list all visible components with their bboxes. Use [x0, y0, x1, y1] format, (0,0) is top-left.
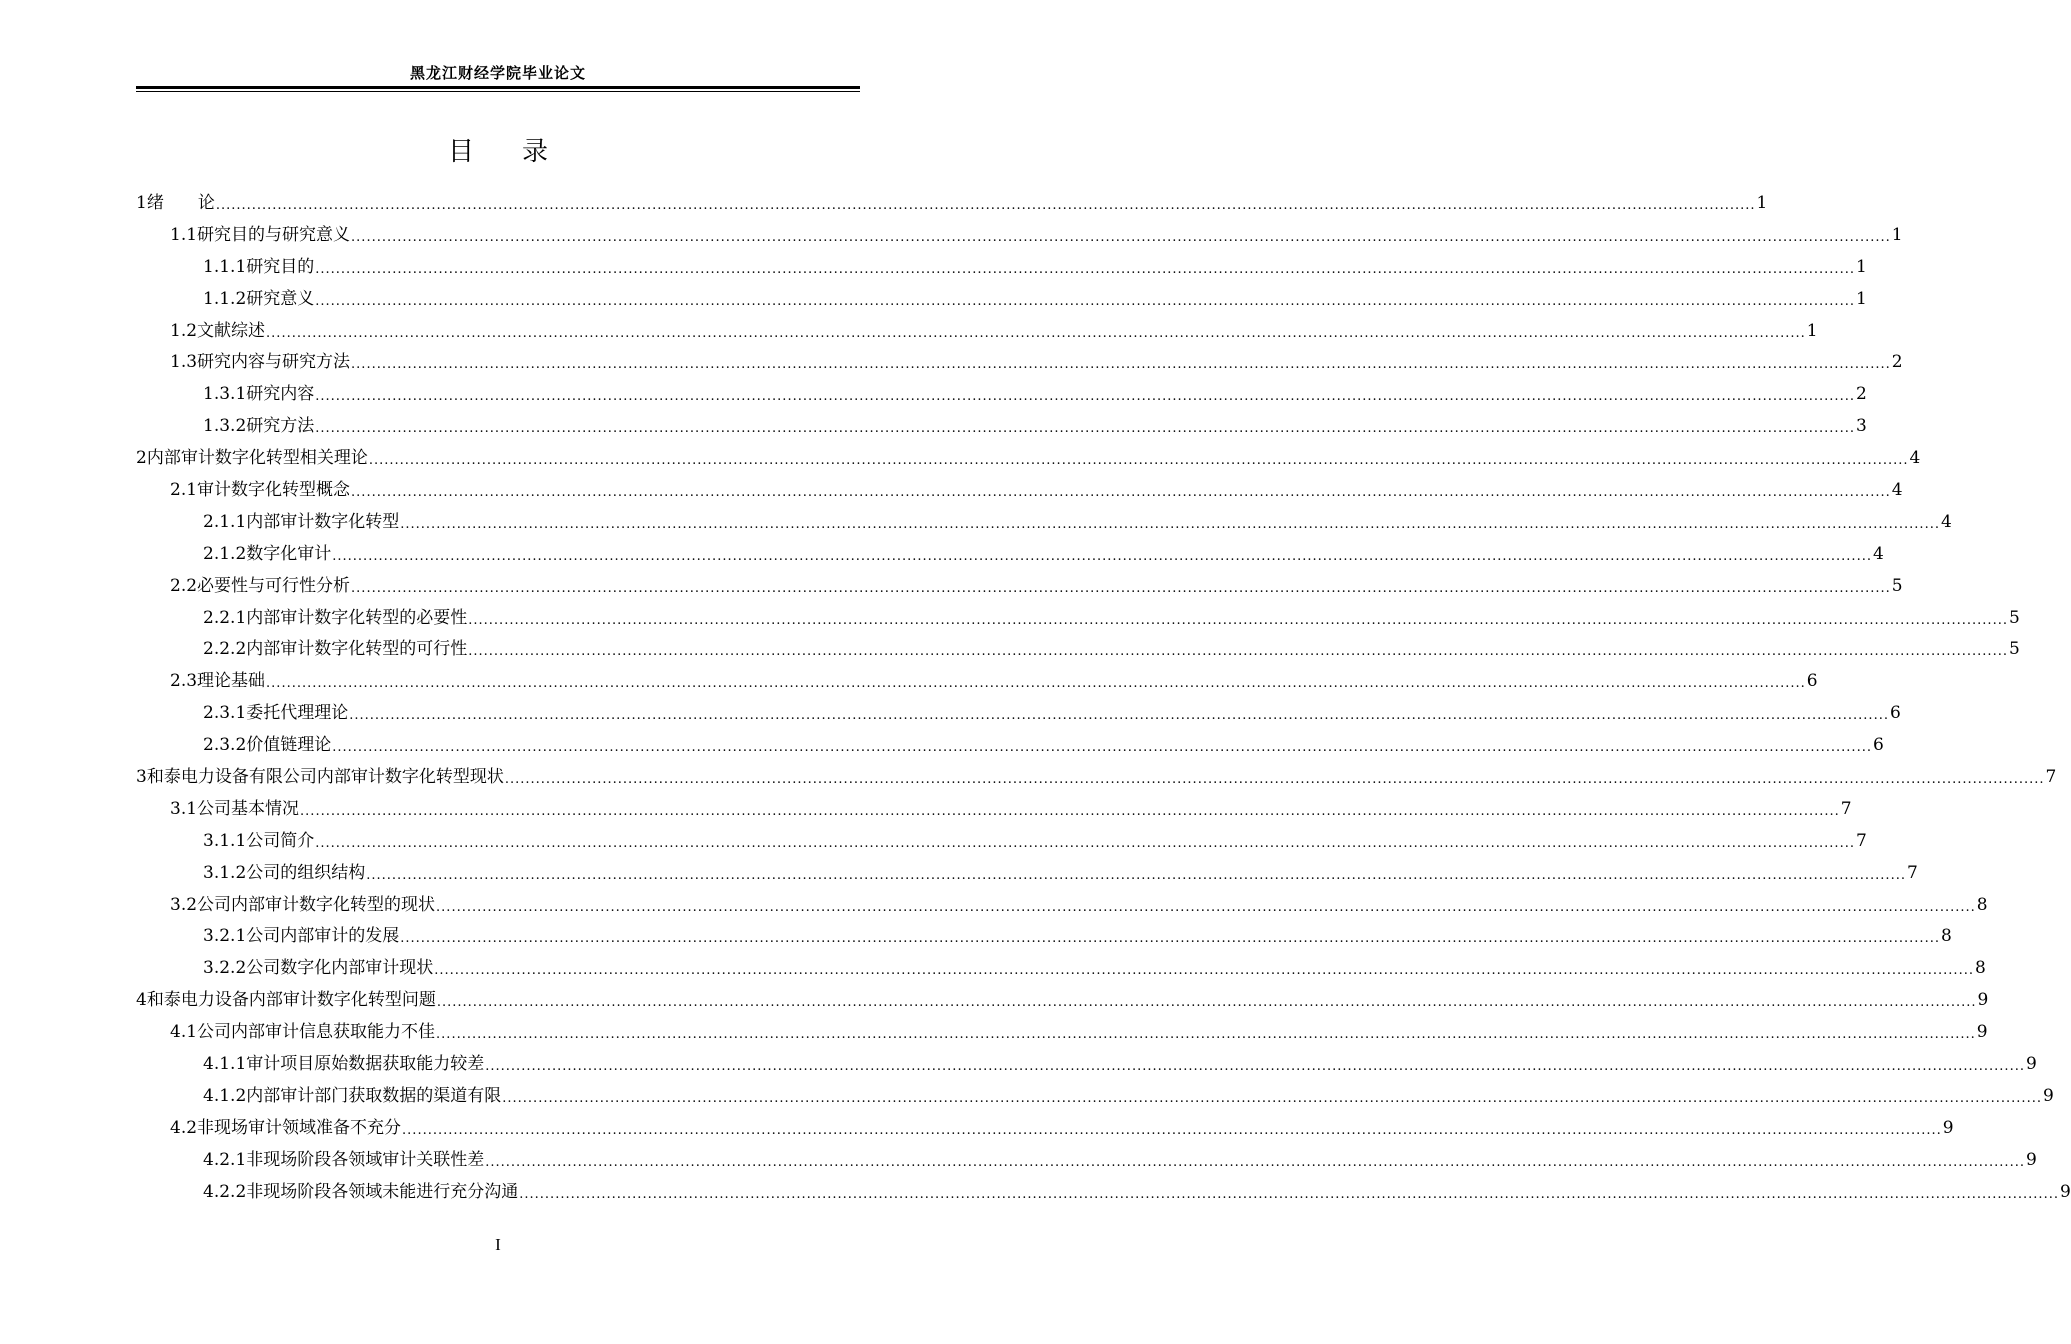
toc-dot-leader: ............................................................................................................................................................................................................................................................................................................ [315, 835, 1855, 851]
toc-entry-page: 7 [2045, 767, 2057, 788]
toc-entry-page: 9 [1942, 1117, 1954, 1138]
toc-dot-leader: ............................................................................................................................................................................................................................................................................................................ [266, 676, 1806, 692]
toc-entry-page: 1 [1855, 288, 1867, 309]
toc-entry-level-3[interactable] [136, 379, 1867, 411]
toc-entry-number: 1.2 [170, 320, 198, 341]
toc-title-char-1: 目 [447, 137, 474, 167]
toc-entry-number: 3.2 [170, 894, 198, 915]
toc-entry-number: 1.1 [170, 224, 198, 245]
toc-entry-level-2[interactable] [136, 666, 1818, 698]
toc-entry-page: 1 [1756, 193, 1768, 213]
toc-dot-leader: ............................................................................................................................................................................................................................................................................................................ [436, 995, 1977, 1011]
toc-dot-leader: ............................................................................................................................................................................................................................................................................................................ [485, 1059, 2025, 1075]
toc-entry-label: 研究内容 [246, 384, 315, 405]
toc-entry-label: 文献综述 [197, 320, 266, 341]
toc-entry-number: 1.1.1 [203, 256, 247, 277]
toc-entry-level-1[interactable] [136, 188, 1768, 220]
toc-entry-number: 4.2.2 [203, 1181, 247, 1202]
toc-entry-label: 内部审计数字化转型 [246, 511, 400, 532]
toc-entry-label: 研究方法 [246, 416, 315, 437]
toc-dot-leader: ............................................................................................................................................................................................................................................................................................................ [315, 293, 1855, 309]
toc-entry-number: 1.3.2 [203, 416, 247, 437]
toc-dot-leader: ............................................................................................................................................................................................................................................................................................................ [400, 931, 1940, 947]
toc-entry-label: 委托代理理论 [246, 703, 349, 724]
toc-entry-number: 3.1.1 [203, 830, 247, 851]
toc-dot-leader: ............................................................................................................................................................................................................................................................................................................ [266, 325, 1806, 341]
toc-entry-level-3[interactable] [136, 826, 1867, 858]
toc-entry-level-1[interactable] [136, 443, 1921, 475]
toc-dot-leader: ............................................................................................................................................................................................................................................................................................................ [300, 803, 1840, 819]
toc-entry-level-3[interactable] [136, 953, 1986, 985]
toc-entry-number: 3.2.2 [203, 958, 247, 979]
toc-entry-page: 4 [1909, 448, 1921, 469]
footer-page-number: I [495, 1235, 501, 1254]
toc-dot-leader: ............................................................................................................................................................................................................................................................................................................ [436, 1027, 1976, 1043]
toc-entry-number: 4.2 [170, 1117, 198, 1138]
toc-entry-level-2[interactable] [136, 794, 1852, 826]
toc-entry-page: 9 [2025, 1149, 2037, 1170]
toc-entry-page: 2 [1855, 384, 1867, 405]
toc-entry-level-1[interactable] [136, 762, 2057, 794]
toc-entry-number: 1.1.2 [203, 288, 247, 309]
toc-entry-label: 和泰电力设备内部审计数字化转型问题 [146, 990, 436, 1011]
toc-entry-level-3[interactable] [136, 921, 1952, 953]
toc-entry-number: 4 [136, 990, 147, 1011]
toc-entry-number: 1 [136, 193, 147, 213]
toc-entry-level-3[interactable] [136, 284, 1867, 316]
toc-entry-level-2[interactable] [136, 316, 1818, 348]
toc-entry-level-3[interactable] [136, 1177, 2071, 1209]
toc-entry-level-1[interactable] [136, 985, 1989, 1017]
toc-entry-label: 审计项目原始数据获取能力较差 [246, 1054, 485, 1075]
toc-entry-label: 公司的组织结构 [246, 862, 366, 883]
toc-entry-page: 6 [1806, 671, 1818, 692]
toc-dot-leader: ............................................................................................................................................................................................................................................................................................................ [434, 963, 1974, 979]
toc-entry-page: 1 [1806, 320, 1818, 341]
toc-entry-page: 1 [1855, 256, 1867, 277]
toc-dot-leader: ............................................................................................................................................................................................................................................................................................................ [315, 389, 1855, 405]
toc-dot-leader: ............................................................................................................................................................................................................................................................................................................ [468, 644, 2008, 660]
toc-entry-level-3[interactable] [136, 1049, 2037, 1081]
toc-entry-page: 8 [1940, 926, 1952, 947]
toc-entry-number: 2.3.1 [203, 703, 247, 724]
toc-dot-leader: ............................................................................................................................................................................................................................................................................................................ [485, 1154, 2025, 1170]
toc-entry-label: 公司内部审计的发展 [246, 926, 400, 947]
toc-title-char-2: 录 [522, 137, 549, 167]
toc-entry-level-3[interactable] [136, 507, 1952, 539]
toc-entry-level-3[interactable] [136, 730, 1884, 762]
toc-entry-level-3[interactable] [136, 1081, 2054, 1113]
toc-entry-page: 9 [2059, 1181, 2071, 1202]
toc-entry-level-3[interactable] [136, 1145, 2037, 1177]
toc-entry-level-3[interactable] [136, 603, 2020, 635]
toc-entry-label: 审计数字化转型概念 [197, 480, 351, 501]
toc-entry-page: 7 [1840, 798, 1852, 819]
toc-entry-page: 7 [1906, 862, 1918, 883]
toc-entry-page: 2 [1891, 352, 1903, 373]
toc-entry-level-2[interactable] [136, 1017, 1988, 1049]
toc-entry-label: 绪 论 [146, 193, 215, 213]
toc-entry-number: 2.3.2 [203, 735, 247, 756]
toc-entry-page: 8 [1976, 894, 1988, 915]
toc-entry-level-3[interactable] [136, 634, 2020, 666]
toc-entry-number: 2.1.1 [203, 511, 247, 532]
toc-entry-label: 公司内部审计信息获取能力不佳 [197, 1022, 436, 1043]
toc-entry-page: 9 [2025, 1054, 2037, 1075]
toc-entry-level-3[interactable] [136, 252, 1867, 284]
toc-entry-page: 8 [1974, 958, 1986, 979]
toc-entry-level-2[interactable] [136, 347, 1903, 379]
toc-dot-leader: ............................................................................................................................................................................................................................................................................................................ [351, 357, 1891, 373]
toc-entry-number: 2.2 [170, 575, 198, 596]
toc-entry-page: 5 [2008, 639, 2020, 660]
toc-entry-label: 必要性与可行性分析 [197, 575, 351, 596]
toc-entry-label: 非现场阶段各领域未能进行充分沟通 [246, 1181, 519, 1202]
toc-dot-leader: ............................................................................................................................................................................................................................................................................................................ [351, 485, 1891, 501]
toc-dot-leader: ............................................................................................................................................................................................................................................................................................................ [368, 453, 1909, 469]
toc-entry-label: 非现场阶段各领域审计关联性差 [246, 1149, 485, 1170]
document-header-title: 黑龙江财经学院毕业论文 [409, 64, 586, 82]
toc-entry-level-2[interactable] [136, 890, 1988, 922]
toc-entry-label: 公司数字化内部审计现状 [246, 958, 434, 979]
toc-dot-leader: ............................................................................................................................................................................................................................................................................................................ [332, 740, 1872, 756]
toc-dot-leader: ............................................................................................................................................................................................................................................................................................................ [468, 612, 2008, 628]
toc-dot-leader: ............................................................................................................................................................................................................................................................................................................ [349, 708, 1889, 724]
toc-entry-number: 2.1 [170, 480, 198, 501]
toc-entry-level-2[interactable] [136, 571, 1903, 603]
toc-entry-label: 非现场审计领域准备不充分 [197, 1117, 402, 1138]
toc-entry-page: 9 [1977, 990, 1989, 1011]
toc-dot-leader: ............................................................................................................................................................................................................................................................................................................ [502, 1090, 2042, 1106]
toc-entry-label: 理论基础 [197, 671, 266, 692]
header-rule-thick [136, 86, 860, 89]
toc-entry-page: 6 [1872, 735, 1884, 756]
toc-entry-label: 内部审计部门获取数据的渠道有限 [246, 1085, 502, 1106]
toc-entry-number: 4.1 [170, 1022, 198, 1043]
toc-entry-page: 5 [1891, 575, 1903, 596]
toc-entry-page: 6 [1889, 703, 1901, 724]
toc-entry-label: 研究目的 [246, 256, 315, 277]
toc-entry-number: 4.1.2 [203, 1085, 247, 1106]
toc-entry-label: 和泰电力设备有限公司内部审计数字化转型现状 [146, 767, 504, 788]
toc-entry-label: 公司简介 [246, 830, 315, 851]
toc-entry-number: 3 [136, 767, 147, 788]
toc-dot-leader: ............................................................................................................................................................................................................................................................................................................ [315, 421, 1855, 437]
toc-entry-number: 1.3 [170, 352, 198, 373]
toc-entry-label: 研究内容与研究方法 [197, 352, 351, 373]
toc-dot-leader: ............................................................................................................................................................................................................................................................................................................ [351, 229, 1891, 245]
toc-entry-level-3[interactable] [136, 411, 1867, 443]
toc-entry-number: 2.1.2 [203, 543, 247, 564]
table-of-contents [136, 188, 2071, 1209]
toc-dot-leader: ............................................................................................................................................................................................................................................................................................................ [400, 516, 1940, 532]
toc-entry-number: 3.2.1 [203, 926, 247, 947]
toc-entry-page: 4 [1940, 511, 1952, 532]
header-rule-thin [136, 91, 860, 92]
toc-entry-page: 4 [1891, 480, 1903, 501]
toc-entry-level-3[interactable] [136, 698, 1901, 730]
toc-entry-number: 3.1.2 [203, 862, 247, 883]
toc-entry-number: 4.2.1 [203, 1149, 247, 1170]
toc-entry-level-2[interactable] [136, 475, 1903, 507]
toc-entry-number: 2.2.1 [203, 607, 247, 628]
toc-entry-page: 9 [1976, 1022, 1988, 1043]
toc-entry-page: 5 [2008, 607, 2020, 628]
toc-entry-number: 1.3.1 [203, 384, 247, 405]
toc-dot-leader: ............................................................................................................................................................................................................................................................................................................ [351, 580, 1891, 596]
toc-dot-leader: ............................................................................................................................................................................................................................................................................................................ [519, 1186, 2059, 1202]
toc-entry-label: 内部审计数字化转型的可行性 [246, 639, 468, 660]
toc-title [136, 131, 860, 168]
toc-dot-leader: ............................................................................................................................................................................................................................................................................................................ [215, 198, 1756, 213]
toc-entry-page: 7 [1855, 830, 1867, 851]
toc-entry-label: 价值链理论 [246, 735, 332, 756]
toc-entry-number: 2.2.2 [203, 639, 247, 660]
toc-dot-leader: ............................................................................................................................................................................................................................................................................................................ [402, 1122, 1942, 1138]
toc-entry-label: 研究目的与研究意义 [197, 224, 351, 245]
toc-entry-level-2[interactable] [136, 1113, 1954, 1145]
toc-entry-page: 3 [1855, 416, 1867, 437]
toc-entry-number: 2 [136, 448, 147, 469]
toc-dot-leader: ............................................................................................................................................................................................................................................................................................................ [332, 548, 1872, 564]
toc-entry-level-3[interactable] [136, 858, 1918, 890]
toc-entry-label: 数字化审计 [246, 543, 332, 564]
toc-entry-number: 3.1 [170, 798, 198, 819]
toc-entry-label: 研究意义 [246, 288, 315, 309]
toc-entry-label: 公司基本情况 [197, 798, 300, 819]
toc-entry-label: 内部审计数字化转型的必要性 [246, 607, 468, 628]
toc-entry-level-3[interactable] [136, 539, 1884, 571]
toc-entry-level-2[interactable] [136, 220, 1903, 252]
toc-dot-leader: ............................................................................................................................................................................................................................................................................................................ [436, 899, 1976, 915]
toc-entry-label: 公司内部审计数字化转型的现状 [197, 894, 436, 915]
toc-dot-leader: ............................................................................................................................................................................................................................................................................................................ [315, 261, 1855, 277]
toc-entry-number: 4.1.1 [203, 1054, 247, 1075]
toc-dot-leader: ............................................................................................................................................................................................................................................................................................................ [504, 772, 2045, 788]
toc-dot-leader: ............................................................................................................................................................................................................................................................................................................ [366, 867, 1906, 883]
toc-entry-page: 4 [1872, 543, 1884, 564]
toc-entry-page: 9 [2042, 1085, 2054, 1106]
toc-entry-number: 2.3 [170, 671, 198, 692]
toc-entry-label: 内部审计数字化转型相关理论 [146, 448, 368, 469]
toc-entry-page: 1 [1891, 224, 1903, 245]
